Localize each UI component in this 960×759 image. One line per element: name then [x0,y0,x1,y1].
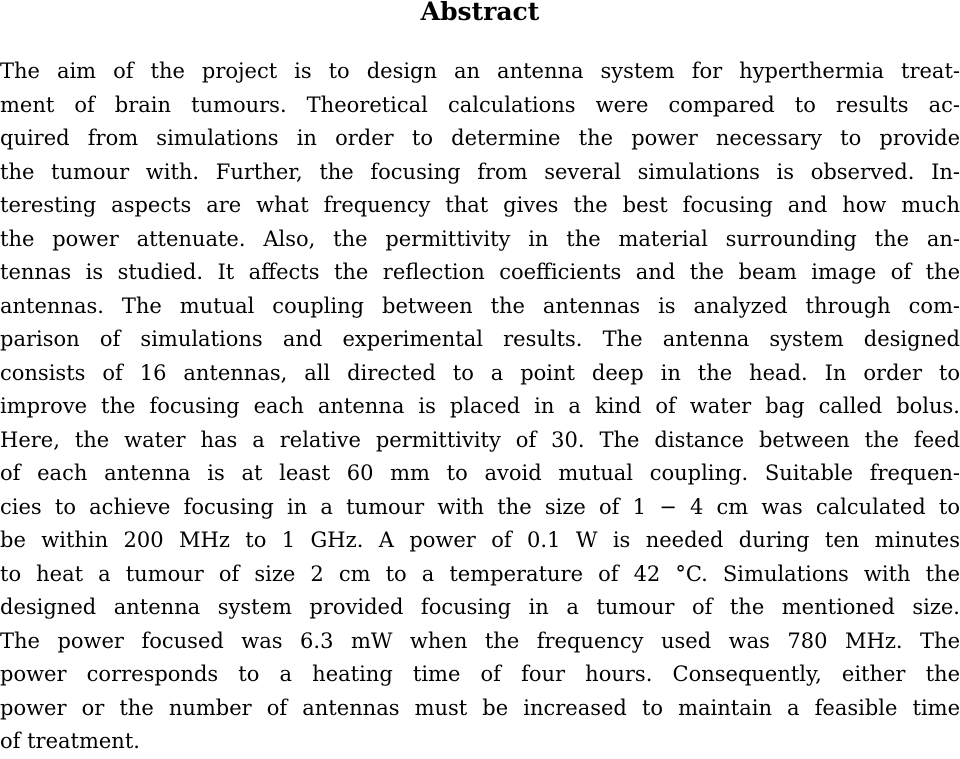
abstract-line-10: consists of 16 antennas, all directed to a point deep in the head. In order to [0,360,960,385]
abstract-line-6: the power attenuate. Also, the permittivity in the material surrounding the an- [0,226,960,251]
abstract-line-3: quired from simulations in order to determine the power necessary to provide [0,126,960,150]
abstract-line-19: power corresponds to a heating time of four hours. Consequently, either the [0,662,960,686]
abstract-line-12: Here, the water has a relative permittivity of 30. The distance between the feed [0,427,960,452]
abstract-line-5: teresting aspects are what frequency that gives the best focusing and how much [0,193,960,217]
abstract-heading: Abstract [420,0,540,26]
abstract-line-2: ment of brain tumours. Theoretical calculations were compared to results ac- [0,92,960,117]
abstract-line-21: of treatment. [0,729,140,753]
abstract-line-11: improve the focusing each antenna is placed in a kind of water bag called bolus. [0,394,960,418]
abstract-line-1: The aim of the project is to design an antenna system for hyperthermia treat- [0,59,960,83]
abstract-line-8: antennas. The mutual coupling between the antennas is analyzed through com- [0,293,960,318]
abstract-line-18: The power focused was 6.3 mW when the frequency used was 780 MHz. The [0,628,960,653]
abstract-line-13: of each antenna is at least 60 mm to avoid mutual coupling. Suitable frequen- [0,461,960,485]
abstract-line-4: the tumour with. Further, the focusing from several simulations is observed. In- [0,159,960,184]
abstract-paragraph [0,55,960,759]
abstract-line-9: parison of simulations and experimental results. The antenna system designed [0,327,960,351]
abstract-line-16: to heat a tumour of size 2 cm to a temperature of 42 °C. Simulations with the [0,561,960,586]
abstract-line-20: power or the number of antennas must be increased to maintain a feasible time [0,695,960,720]
abstract-line-15: be within 200 MHz to 1 GHz. A power of 0.1 W is needed during ten minutes [0,528,960,552]
abstract-line-17: designed antenna system provided focusing in a tumour of the mentioned size. [0,595,960,619]
abstract-line-7: tennas is studied. It affects the reflection coefficients and the beam image of the [0,260,960,284]
abstract-line-14: cies to achieve focusing in a tumour with the size of 1 − 4 cm was calculated to [0,494,960,519]
